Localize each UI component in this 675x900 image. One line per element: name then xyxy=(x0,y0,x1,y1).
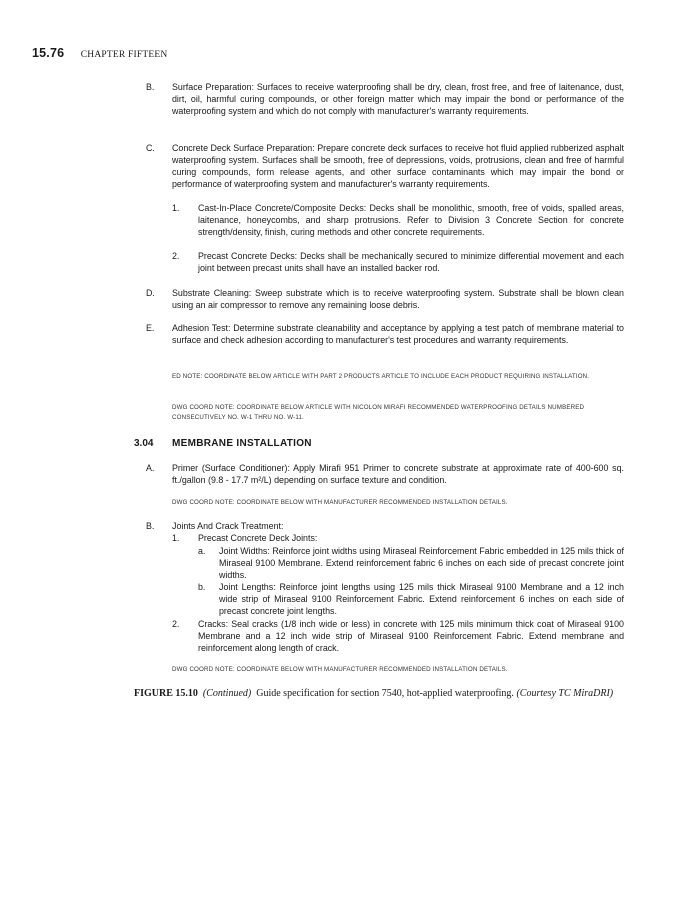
install-text-joints-crack: Joints And Crack Treatment: xyxy=(172,521,284,531)
sub-number-2: 2. xyxy=(172,619,180,629)
subsub-letter-a: a. xyxy=(198,546,206,556)
caption-text: Guide specification for section 7540, hot-applied waterproofing. xyxy=(256,688,514,699)
drawing-coord-note: DWG COORD NOTE: COORDINATE BELOW WITH MANUFACTURER RECOMMENDED INSTALLATION DETAILS. xyxy=(172,499,508,506)
figure-label: FIGURE 15.10 xyxy=(134,688,198,699)
page-header xyxy=(32,44,167,62)
item-text-surface-preparation: Surface Preparation: Surfaces to receive waterproofing shall be dry, clean, frost free, and free of laitenance, dust, dirt, oil, harmful curing compounds, or other foreign matter which may impair the bond or performance of the waterproofing system and which do not comply with manufacturer's warranty requirements. xyxy=(172,82,624,116)
subsub-text-joint-lengths: Joint Lengths: Reinforce joint lengths using 125 mils thick Miraseal 9100 Membrane and a 12 inch wide strip of Miraseal 9100 Reinforcement Fabric. Extend reinforcement 6 inches on each side of precast concrete joint lengths. xyxy=(219,582,624,616)
caption-continued: (Continued) xyxy=(202,688,252,699)
sub-number-1: 1. xyxy=(172,203,180,213)
drawing-coord-note: DWG COORD NOTE: COORDINATE BELOW WITH MANUFACTURER RECOMMENDED INSTALLATION DETAILS. xyxy=(172,666,508,673)
section-number: 3.04 xyxy=(134,438,154,449)
subsub-letter-b: b. xyxy=(198,582,206,592)
install-letter-b: B. xyxy=(146,521,155,531)
sub-number-1: 1. xyxy=(172,533,180,543)
item-text-substrate-cleaning: Substrate Cleaning: Sweep substrate which is to receive waterproofing system. Substrate shall be blown clean using an air compressor to remove any remaining loose debris. xyxy=(172,288,624,310)
chapter-title: CHAPTER FIFTEEN xyxy=(80,50,168,60)
sub-text-cracks: Cracks: Seal cracks (1/8 inch wide or less) in concrete with 125 mils minimum thick coat of Miraseal 9100 Membrane and a 12 inch wide strip of Miraseal 9100 Reinforcement Fabric. Extend membrane and reinforcement along length of crack. xyxy=(198,619,624,653)
editor-note: ED NOTE: COORDINATE BELOW ARTICLE WITH PART 2 PRODUCTS ARTICLE TO INCLUDE EACH PRODUCT REQUIRING INSTALLATION. xyxy=(172,373,590,380)
page-number: 15.76 xyxy=(32,46,65,60)
sub-text-cast-in-place: Cast-In-Place Concrete/Composite Decks: Decks shall be monolithic, smooth, free of voids, spalled areas, laitenance, honeycombs, and sharp protrusions. Refer to Division 3 Concrete Section for concrete strength/density, finish, curing methods and other concrete requirements. xyxy=(198,203,624,237)
install-text-primer: Primer (Surface Conditioner): Apply Mirafi 951 Primer to concrete substrate at approximate rate of 400-600 sq. ft./gallon (9.8 - 17.7 m²/L) depending on surface texture and condition. xyxy=(172,463,624,485)
item-text-adhesion-test: Adhesion Test: Determine substrate cleanability and acceptance by applying a test patch of membrane material to surface and check adhesion according to manufacturer's test procedures and warranty requirements. xyxy=(172,323,624,345)
install-letter-a: A. xyxy=(146,463,155,473)
item-text-concrete-deck-prep: Concrete Deck Surface Preparation: Prepare concrete deck surfaces to receive hot fluid applied rubberized asphalt waterproofing system. Surfaces shall be smooth, free of depressions, voids, protrusions, clean and free of harmful curing compounds, form release agents, and other surface contaminants which may impair the bond or performance of waterproofing system and manufacturer's warranty requirements. xyxy=(172,143,624,189)
figure-caption xyxy=(134,688,630,701)
drawing-coord-note: DWG COORD NOTE: COORDINATE BELOW ARTICLE WITH NICOLON MIRAFI RECOMMENDED WATERPROOFING DETAILS NUMBERED CONSECUTIVELY NO. W-1 THRU NO. W-11. xyxy=(172,404,585,421)
item-letter-c: C. xyxy=(146,143,155,153)
item-letter-b: B. xyxy=(146,82,155,92)
sub-text-precast-decks: Precast Concrete Decks: Decks shall be mechanically secured to minimize differential movement and each joint between precast units shall have an installed backer rod. xyxy=(198,251,624,273)
item-letter-d: D. xyxy=(146,288,155,298)
subsub-text-joint-widths: Joint Widths: Reinforce joint widths using Miraseal Reinforcement Fabric embedded in 125 mils thick of Miraseal 9100 Membrane. Extend reinforcement fabric 6 inches on each side of precast concrete joint widths. xyxy=(219,546,624,580)
caption-courtesy: (Courtesy TC MiraDRI) xyxy=(516,688,614,699)
sub-number-2: 2. xyxy=(172,251,180,261)
sub-text-precast-joints: Precast Concrete Deck Joints: xyxy=(198,533,318,543)
item-letter-e: E. xyxy=(146,323,155,333)
section-title: MEMBRANE INSTALLATION xyxy=(172,438,312,449)
